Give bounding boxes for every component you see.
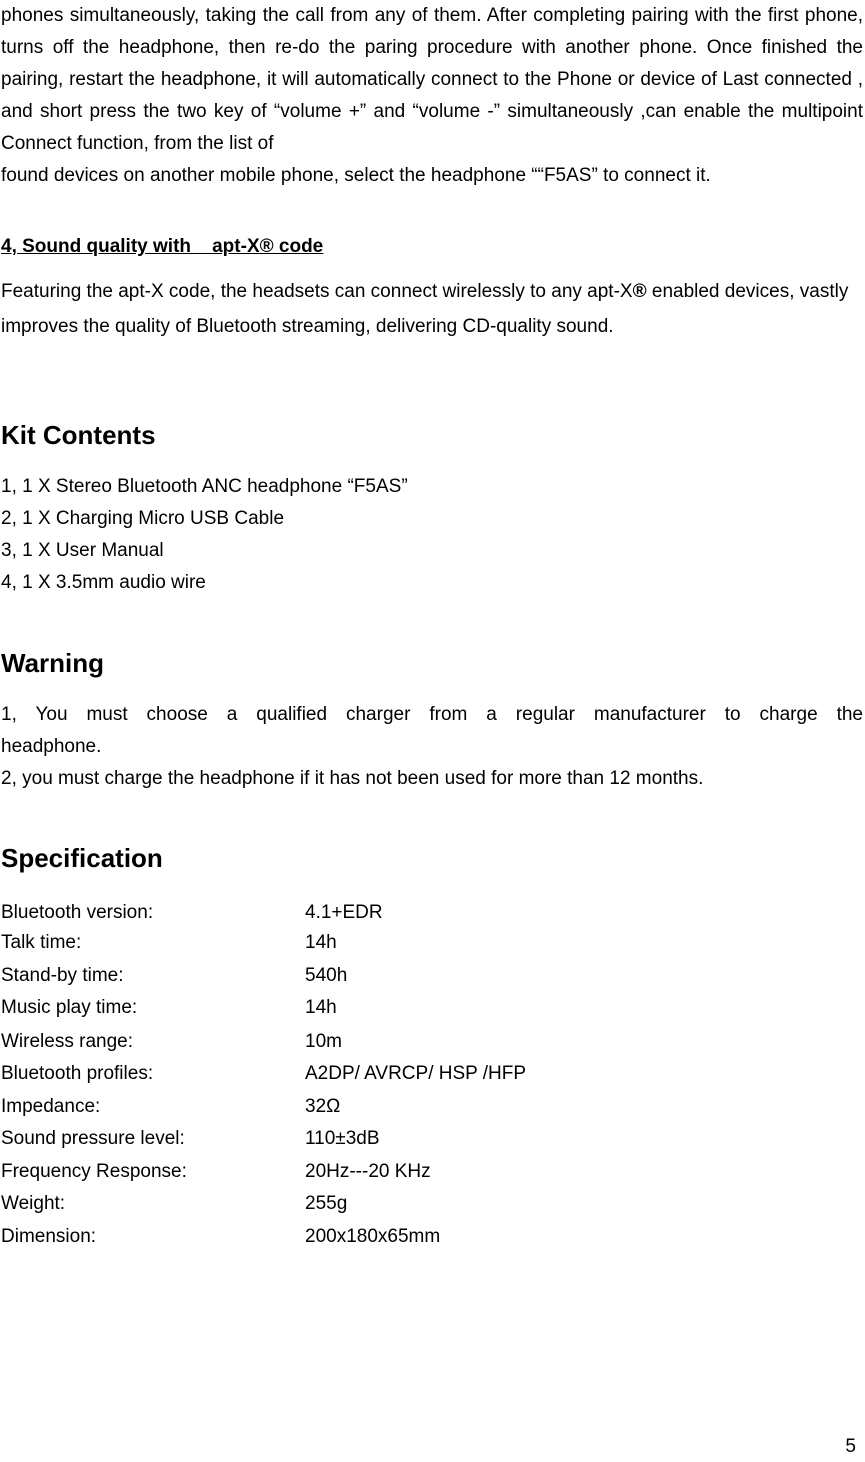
warning-heading: Warning: [1, 648, 105, 678]
aptx-text-2: enabled devices, vastly improves the quality of Bluetooth streaming, delivering CD-quality sound.: [1, 281, 849, 337]
spec-value: A2DP/ AVRCP/ HSP /HFP: [305, 1063, 527, 1084]
aptx-text-1: Featuring the apt-X code, the headsets can connect wirelessly to any apt-X: [1, 281, 633, 302]
spec-value: 14h: [305, 932, 337, 953]
spec-label: Frequency Response:: [1, 1161, 187, 1182]
warning-list: [1, 699, 863, 795]
list-item: 4, 1 X 3.5mm audio wire: [1, 572, 206, 593]
warning-item-1: 1, You must choose a qualified charger from a regular manufacturer to charge the: [1, 704, 863, 725]
spec-label: Impedance:: [1, 1096, 101, 1117]
spec-value: 14h: [305, 997, 337, 1018]
spec-value: 20Hz---20 KHz: [305, 1161, 431, 1182]
spec-label: Bluetooth version:: [1, 902, 154, 923]
specification-heading: Specification: [1, 843, 163, 873]
aptx-heading: 4, Sound quality with apt-X® code: [1, 236, 324, 257]
spec-label: Sound pressure level:: [1, 1128, 185, 1149]
list-item: 3, 1 X User Manual: [1, 540, 164, 561]
spec-label: Bluetooth profiles:: [1, 1063, 154, 1084]
spec-value: 32Ω: [305, 1096, 341, 1117]
spec-value: 540h: [305, 965, 348, 986]
list-item: 1, 1 X Stereo Bluetooth ANC headphone “F5AS”: [1, 476, 408, 497]
spec-value: 4.1+EDR: [305, 902, 383, 923]
spec-value: 255g: [305, 1193, 348, 1214]
pairing-text-end: found devices on another mobile phone, select the headphone ““F5AS” to connect it.: [1, 165, 711, 186]
aptx-paragraph: [1, 274, 863, 344]
page-number: 5: [845, 1436, 856, 1457]
spec-value: 110±3dB: [305, 1128, 380, 1149]
warning-item-1-end: headphone.: [1, 736, 102, 757]
kit-contents-list: [1, 471, 408, 599]
warning-item-2: 2, you must charge the headphone if it has not been used for more than 12 months.: [1, 768, 704, 789]
spec-label: Talk time:: [1, 932, 82, 953]
kit-contents-heading: Kit Contents: [1, 420, 156, 450]
registered-mark: ®: [632, 281, 647, 302]
spec-label: Wireless range:: [1, 1031, 133, 1052]
spec-label: Stand-by time:: [1, 965, 124, 986]
spec-value: 200x180x65mm: [305, 1226, 441, 1247]
spec-label: Dimension:: [1, 1226, 97, 1247]
pairing-paragraph: [1, 0, 863, 192]
spec-value: 10m: [305, 1031, 342, 1052]
pairing-text: phones simultaneously, taking the call from any of them. After completing pairing with the first phone, turns off the headphone, then re-do the paring procedure with another phone. Once finished the pairing, restart the headphone, it will automatically connect to the Phone or device of Last connected , and short press the two key of “volume +” and “volume -” simultaneously ,can enable the multipoint Connect function, from the list of: [1, 5, 863, 154]
list-item: 2, 1 X Charging Micro USB Cable: [1, 508, 285, 529]
spec-label: Weight:: [1, 1193, 66, 1214]
spec-label: Music play time:: [1, 997, 138, 1018]
